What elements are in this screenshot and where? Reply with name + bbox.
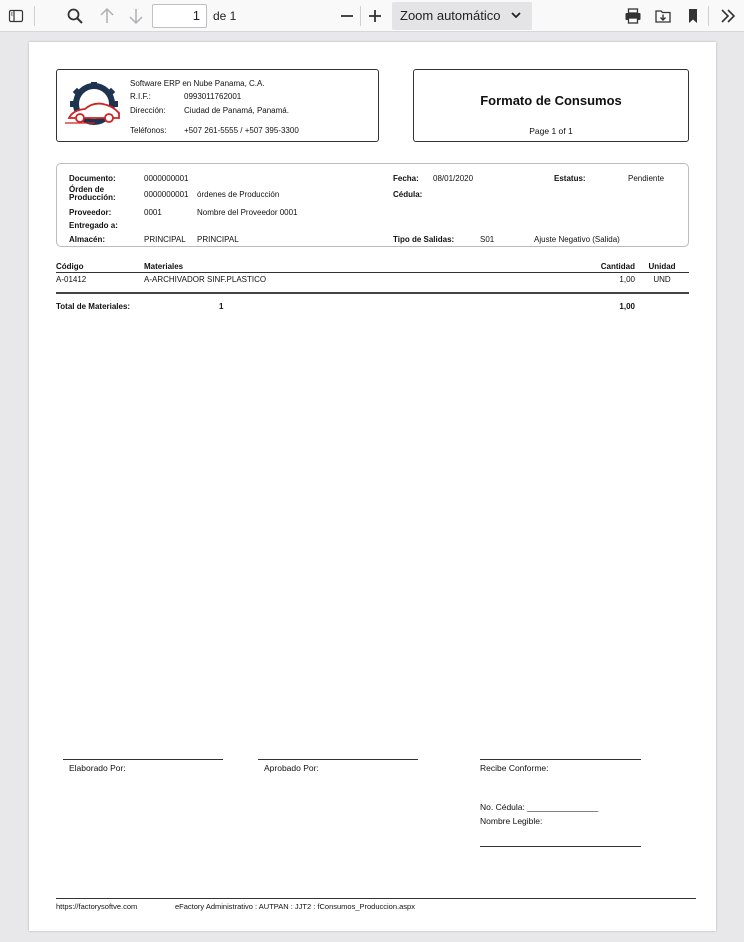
orden-desc: órdenes de Producción bbox=[197, 190, 280, 199]
proveedor-label: Proveedor: bbox=[69, 208, 112, 217]
signature-line-aprobado bbox=[258, 759, 418, 760]
footer-rule bbox=[56, 898, 696, 899]
toolbar-separator bbox=[708, 6, 709, 26]
table-bottom-rule bbox=[56, 292, 689, 294]
column-header-unidad: Unidad bbox=[648, 262, 676, 271]
signature-line-recibe bbox=[480, 759, 641, 760]
total-materiales-label: Total de Materiales: bbox=[56, 302, 131, 311]
documento-value: 0000000001 bbox=[144, 174, 189, 183]
signature-line-elaborado bbox=[63, 759, 223, 760]
save-icon[interactable] bbox=[651, 4, 675, 28]
proveedor-code: 0001 bbox=[144, 208, 162, 217]
zoom-select-value: Zoom automático bbox=[400, 8, 501, 23]
column-header-cantidad: Cantidad bbox=[600, 262, 635, 271]
cedula-signature-label: No. Cédula: _______________ bbox=[480, 802, 599, 812]
tipo-salidas-label: Tipo de Salidas: bbox=[393, 235, 455, 244]
phones-value: +507 261-5555 / +507 395-3300 bbox=[184, 126, 299, 135]
column-header-materiales: Materiales bbox=[144, 262, 184, 271]
report-title: Formato de Consumos bbox=[480, 93, 622, 108]
zoom-select[interactable] bbox=[392, 2, 532, 30]
orden-code: 0000000001 bbox=[144, 190, 189, 199]
previous-page-icon[interactable] bbox=[95, 4, 119, 28]
toolbar-separator bbox=[34, 6, 35, 26]
almacen-name: PRINCIPAL bbox=[197, 235, 239, 244]
estatus-label: Estatus: bbox=[554, 174, 586, 183]
pdf-page bbox=[29, 42, 716, 931]
almacen-code: PRINCIPAL bbox=[144, 235, 186, 244]
next-page-icon[interactable] bbox=[124, 4, 148, 28]
footer-system-info: eFactory Administrativo : AUTPAN : JJT2 : fConsumos_Produccion.aspx bbox=[175, 902, 415, 911]
estatus-value: Pendiente bbox=[628, 174, 665, 183]
page-number-input[interactable]: 1 bbox=[152, 4, 207, 28]
tipo-salidas-code: S01 bbox=[480, 235, 495, 244]
signature-line-nombre bbox=[480, 846, 641, 847]
company-name: Software ERP en Nube Panama, C.A. bbox=[130, 79, 265, 88]
bookmark-icon[interactable] bbox=[681, 4, 705, 28]
almacen-label: Almacén: bbox=[69, 235, 106, 244]
chevron-down-icon bbox=[510, 2, 522, 40]
total-materiales-qty: 1,00 bbox=[619, 302, 635, 311]
aprobado-label: Aprobado Por: bbox=[264, 763, 319, 773]
phones-label: Teléfonos: bbox=[130, 126, 167, 135]
tipo-salidas-desc: Ajuste Negativo (Salida) bbox=[534, 235, 620, 244]
row-unidad: UND bbox=[653, 275, 671, 284]
documento-label: Documento: bbox=[69, 174, 116, 183]
footer-url: https://factorysoftve.com bbox=[56, 902, 138, 911]
report-title-box bbox=[413, 69, 689, 142]
recibe-label: Recibe Conforme: bbox=[480, 763, 549, 773]
row-material: A-ARCHIVADOR SINF.PLASTICO bbox=[144, 275, 267, 284]
proveedor-name: Nombre del Proveedor 0001 bbox=[197, 208, 298, 217]
table-header-rule bbox=[56, 272, 689, 273]
address-value: Ciudad de Panamá, Panamá. bbox=[184, 106, 289, 115]
total-materiales-count: 1 bbox=[219, 302, 224, 311]
rif-value: 0993011762001 bbox=[184, 92, 242, 101]
row-codigo: A-01412 bbox=[56, 275, 87, 284]
elaborado-label: Elaborado Por: bbox=[69, 763, 126, 773]
entregado-label: Entregado a: bbox=[69, 221, 118, 230]
fecha-label: Fecha: bbox=[393, 174, 419, 183]
toolbar-separator bbox=[360, 6, 361, 26]
zoom-out-icon[interactable] bbox=[335, 4, 359, 28]
column-header-codigo: Código bbox=[56, 262, 84, 271]
company-logo bbox=[65, 82, 123, 133]
page-count-label: de 1 bbox=[213, 9, 237, 23]
page-indicator: Page 1 of 1 bbox=[529, 126, 573, 136]
row-cantidad: 1,00 bbox=[619, 275, 635, 284]
zoom-in-icon[interactable] bbox=[363, 4, 387, 28]
cedula-label: Cédula: bbox=[393, 190, 423, 199]
print-icon[interactable] bbox=[621, 4, 645, 28]
pdf-toolbar bbox=[0, 0, 744, 32]
sidebar-toggle-icon[interactable] bbox=[4, 4, 28, 28]
document-info-box bbox=[56, 163, 689, 247]
tools-chevron-icon[interactable] bbox=[716, 4, 740, 28]
search-icon[interactable] bbox=[63, 4, 87, 28]
rif-label: R.I.F.: bbox=[130, 92, 151, 101]
nombre-legible-label: Nombre Legible: bbox=[480, 816, 543, 826]
fecha-value: 08/01/2020 bbox=[433, 174, 474, 183]
address-label: Dirección: bbox=[130, 106, 166, 115]
company-header-box bbox=[56, 69, 379, 142]
orden-label: Órden de Producción: bbox=[69, 185, 116, 202]
